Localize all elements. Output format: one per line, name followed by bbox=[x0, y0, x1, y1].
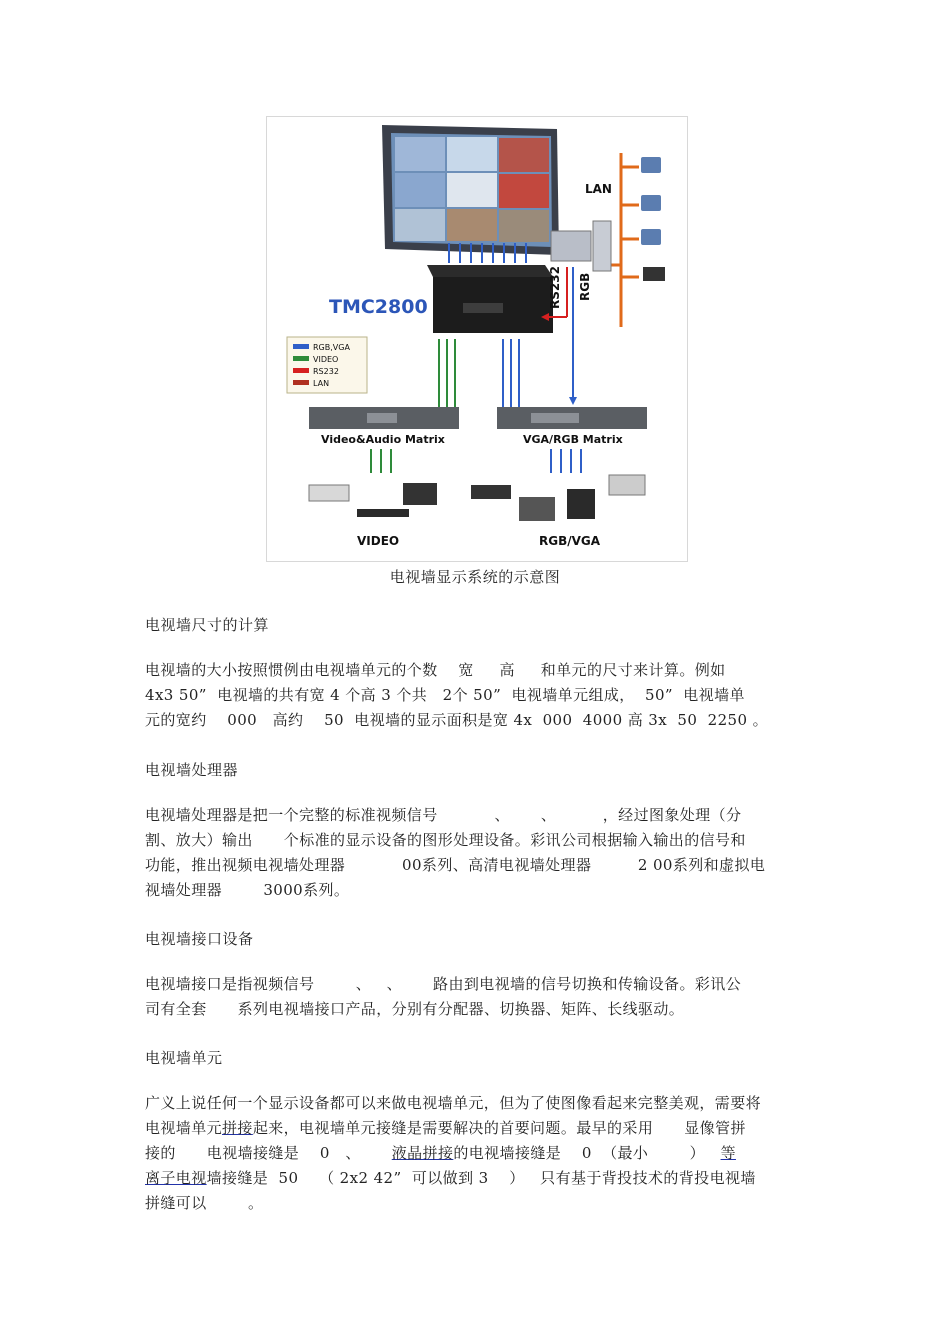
paragraph-unit-line-2 bbox=[145, 1116, 810, 1141]
link-plasma-tv-start[interactable]: 等 bbox=[720, 1144, 736, 1162]
vga-matrix-unit bbox=[497, 407, 647, 429]
lan-computer-icons bbox=[641, 157, 665, 281]
system-diagram bbox=[266, 116, 688, 562]
rs232-label: RS232 bbox=[548, 266, 562, 309]
text-span: 电视墙单元 bbox=[145, 1119, 223, 1137]
link-lcd-splicing[interactable]: 液晶拼接 bbox=[391, 1144, 454, 1162]
processor-label: TMC2800 bbox=[329, 296, 428, 318]
paragraph-unit-line-3 bbox=[145, 1141, 810, 1166]
legend-lan: LAN bbox=[313, 379, 330, 388]
vga-matrix-label: VGA/RGB Matrix bbox=[523, 433, 623, 446]
paragraph-processor-line-4: 视墙处理器 3000系列。 bbox=[145, 881, 350, 899]
rgb-label: RGB bbox=[578, 272, 592, 301]
paragraph-interface-line-2: 司有全套 系列电视墙接口产品，分别有分配器、切换器、矩阵、长线驱动。 bbox=[145, 1000, 685, 1018]
processor-unit bbox=[427, 265, 553, 333]
host-pc-icon bbox=[551, 221, 611, 271]
paragraph-unit-line-1: 广义上说任何一个显示设备都可以来做电视墙单元，但为了使图像看起来完整美观，需要将 bbox=[145, 1094, 762, 1112]
section-heading-unit: 电视墙单元 bbox=[145, 1049, 223, 1067]
source-arrows bbox=[371, 449, 581, 473]
lan-bus bbox=[611, 153, 639, 327]
paragraph-processor-line-2: 割、放大）输出 个标准的显示设备的图形处理设备。彩讯公司根据输入输出的信号和 bbox=[145, 831, 746, 849]
video-wall bbox=[382, 125, 559, 255]
paragraph-processor-line-3: 功能，推出视频电视墙处理器 00系列、高清电视墙处理器 2 00系列和虚拟电 bbox=[145, 856, 766, 874]
link-splicing[interactable]: 拼接 bbox=[222, 1119, 253, 1137]
section-heading-processor: 电视墙处理器 bbox=[145, 761, 239, 779]
paragraph-interface-line-1: 电视墙接口是指视频信号 、 、 路由到电视墙的信号切换和传输设备。彩讯公 bbox=[145, 975, 742, 993]
legend-video: VIDEO bbox=[313, 355, 339, 364]
link-plasma-tv[interactable]: 离子电视 bbox=[145, 1169, 207, 1187]
text-span: 墙接缝是 50 （ 2x2 42” 可以做到 3 ） 只有基于背投技术的背投电视墙 bbox=[206, 1169, 756, 1187]
paragraph-size-line-3: 元的宽约 000 高约 50 电视墙的显示面积是宽 4x 000 4000 高 3x 50 2250 。 bbox=[145, 711, 768, 729]
paragraph-size-line-1: 电视墙的大小按照惯例由电视墙单元的个数 宽 高 和单元的尺寸来计算。例如 bbox=[145, 661, 726, 679]
rgb-source-icons bbox=[471, 475, 645, 521]
text-span: 的电视墙接缝是 0 （最小 ） bbox=[453, 1144, 721, 1162]
section-heading-interface: 电视墙接口设备 bbox=[145, 930, 254, 948]
figure-caption: 电视墙显示系统的示意图 bbox=[389, 568, 561, 586]
rgb-vga-label: RGB/VGA bbox=[539, 534, 601, 548]
paragraph-unit-line-5: 拼缝可以 。 bbox=[145, 1194, 264, 1212]
video-label: VIDEO bbox=[357, 534, 400, 548]
video-matrix-label: Video&Audio Matrix bbox=[321, 433, 445, 446]
paragraph-processor-line-1: 电视墙处理器是把一个完整的标准视频信号 、 、 ，经过图象处理（分 bbox=[145, 806, 742, 824]
legend bbox=[287, 337, 367, 393]
video-matrix-unit bbox=[309, 407, 459, 429]
text-span: 接的 电视墙接缝是 0 、 bbox=[145, 1144, 392, 1162]
legend-rgb-vga: RGB,VGA bbox=[313, 343, 350, 352]
legend-rs232: RS232 bbox=[313, 367, 339, 376]
paragraph-size-line-2: 4x3 50” 电视墙的共有宽 4 个高 3 个共 2个 50” 电视墙单元组成， 50” 电视墙单 bbox=[145, 686, 745, 704]
text-span: 起来，电视墙单元接缝是需要解决的首要问题。最早的采用 显像管拼 bbox=[252, 1119, 746, 1137]
lan-label: LAN bbox=[585, 182, 612, 196]
paragraph-unit-line-4 bbox=[145, 1166, 810, 1191]
section-heading-size: 电视墙尺寸的计算 bbox=[145, 616, 270, 634]
video-source-icons bbox=[309, 483, 437, 517]
input-arrows bbox=[439, 339, 519, 407]
